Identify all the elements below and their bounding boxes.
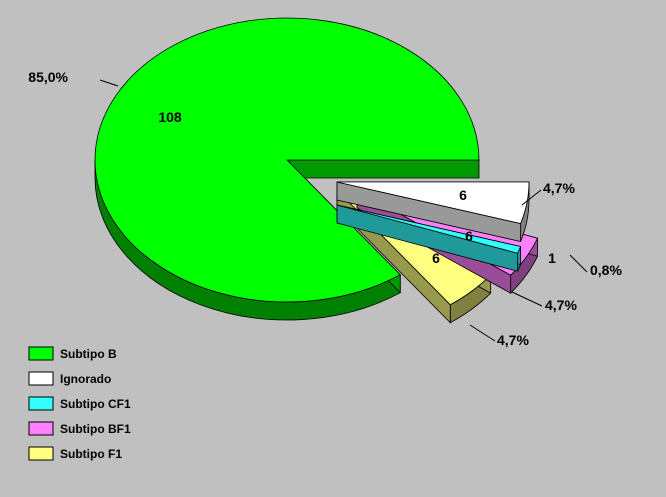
slice-subtipo-b-side-1 xyxy=(287,160,479,178)
percent-label-subtipo-cf1: 0,8% xyxy=(590,262,622,278)
value-label-subtipo-bf1: 6 xyxy=(465,228,473,244)
legend-swatch-subtipo-cf1 xyxy=(29,397,53,410)
percent-label-subtipo-b: 85,0% xyxy=(28,69,68,85)
percent-label-subtipo-bf1: 4,7% xyxy=(545,297,577,313)
value-label-ignorado: 6 xyxy=(459,187,467,203)
legend-swatch-ignorado xyxy=(29,372,53,385)
legend-label-subtipo-cf1: Subtipo CF1 xyxy=(60,397,131,411)
value-label-subtipo-b: 108 xyxy=(158,109,182,125)
legend-label-subtipo-bf1: Subtipo BF1 xyxy=(60,422,131,436)
legend-label-ignorado: Ignorado xyxy=(60,372,112,386)
percent-label-ignorado: 4,7% xyxy=(543,180,575,196)
legend-label-subtipo-b: Subtipo B xyxy=(60,347,117,361)
legend-swatch-subtipo-b xyxy=(29,347,53,360)
percent-label-subtipo-f1: 4,7% xyxy=(497,332,529,348)
value-label-subtipo-f1: 6 xyxy=(432,250,440,266)
legend-swatch-subtipo-bf1 xyxy=(29,422,53,435)
legend-swatch-subtipo-f1 xyxy=(29,447,53,460)
value-label-subtipo-cf1: 1 xyxy=(548,250,556,266)
legend-label-subtipo-f1: Subtipo F1 xyxy=(60,447,122,461)
